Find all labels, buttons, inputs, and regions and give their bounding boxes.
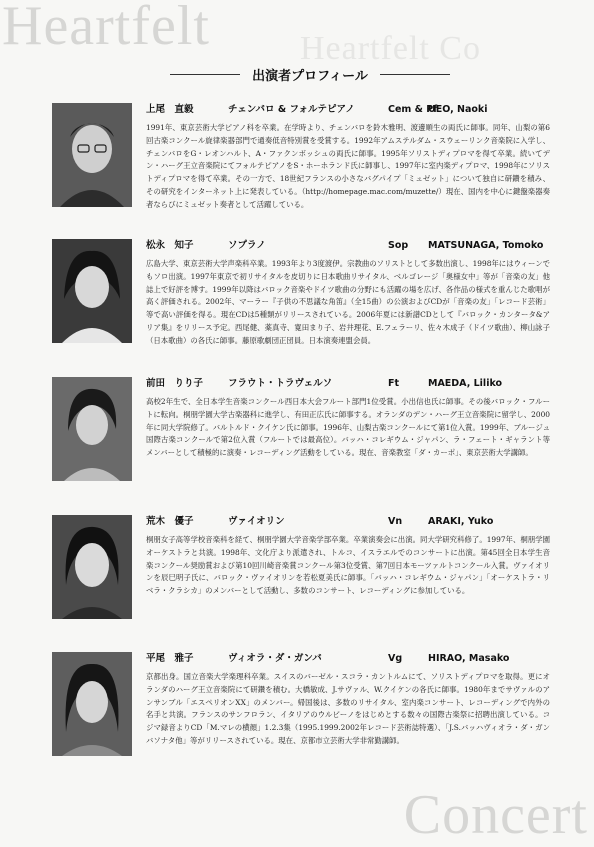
performer-name: 前田 りり子 [146, 378, 204, 389]
performer-name: 荒木 優子 [146, 516, 194, 527]
header-rule-right [380, 74, 450, 75]
performer-romaji: ARAKI, Yuko [428, 516, 494, 527]
performer-name: 平尾 雅子 [146, 653, 194, 664]
performer-instrument: ソプラノ [228, 240, 266, 251]
performer-bio: 1991年、東京芸術大学ピアノ科を卒業。在学時より、チェンバロを鈴木雅明、渡邊順生の両氏に師事。同年、山梨の第6回古楽コンクール旋律楽器部門で通奏低音特別賞を受賞する。1992年アムステルダム・スウェーリンク音楽院に入学し、チェンバロをG・レオンハルト、A・ファクンボッシュの両氏に師事。1995年ソリストディプロマを得て卒業。続いてデン・ハーグ王立音楽院にてフォルテピアノをS・ホーホランド氏に師事し、1997年に室内楽ディプロマ、1998年にソリストディプロマを得て卒業。その一方で、18世紀フランスの小さなバグパイプ「ミュゼット」について独自に研鑽を積み、その研究をインターネット上に発表している。（http://homepage.mac.com/muzette/）現在、国内を中心に鍵盤楽器奏者ならびにミュゼット奏者として活躍している。 [146, 123, 550, 209]
performer-photo [52, 103, 132, 207]
performer-photo [52, 515, 132, 619]
performer-instrument: ヴァイオリン [228, 516, 285, 527]
performer-instrument: ヴィオラ・ダ・ガンバ [228, 653, 322, 664]
performer-romaji: MAEDA, Liliko [428, 378, 503, 389]
header-rule-left [170, 74, 240, 75]
performer-bio: 広島大学、東京芸術大学声楽科卒業。1993年より3度渡伊。宗教曲のソリストとして多数出演し、1998年にはウィーンでもソロ出演。1997年東京で初リサイタルを皮切りに日本歌曲リサイタル、ベルゴレージ「奥様女中」等が「音楽の友」他誌上で好評を博す。1999年以降はバロック音楽やドイツ歌曲の分野にも活躍の場を広げ、各作品の様式を重んじた歌唱が高く評価される。2002年、マーラー『子供の不思議な角笛』（全15曲）の公演およびCDが「音楽の友」「レコード芸術」等で高い評価を得る。現在CDは5種類がリリースされている。2006年夏には新譜CDとして『バロック・カンタータ&アリア集』をリリース予定。西尾健、薬真寺、寛田まり子、岩井理花、E.フェラーリ、佐々木成子（ドイツ歌曲）、柳山詠子（日本歌曲）の各氏に師事。藤原歌劇団正団員。日本演奏連盟会員。 [146, 259, 550, 345]
watermark-ghost: Heartfelt Co [300, 30, 481, 67]
performer-photo [52, 652, 132, 756]
performer-ueo [52, 103, 552, 213]
performer-abbr: Vn [388, 516, 403, 527]
performer-abbr: Sop [388, 240, 409, 251]
performer-abbr: Cem & Pf [388, 104, 438, 115]
performer-romaji: UEO, Naoki [428, 104, 488, 115]
performer-abbr: Vg [388, 653, 403, 664]
performer-name: 上尾 直毅 [146, 104, 194, 115]
performer-romaji: HIRAO, Masako [428, 653, 510, 664]
performer-araki [52, 515, 552, 625]
performer-instrument: チェンバロ & フォルテピアノ [228, 104, 355, 115]
performer-matsunaga [52, 239, 552, 349]
performer-bio: 京都出身。国立音楽大学楽理科卒業。スイスのバーゼル・スコラ・カントルムにて、ソリストディプロマを取得。更にオランダのハーグ王立音楽院にて研鑽を積む。大橋敏成、J.サヴァル、W.クイケンの各氏に師事。1980年までサヴァルのアンサンブル「エスペリオンXX」のメンバー。帰国後は、多数のリサイタル、室内楽コンサート、レコーディングで内外の名手と共演。フランスのサンフロラン、イタリアのウルビーノをはじめとする数々の国際古楽祭に招聘出演している。コジマ録音よりCD「M.マレの横顔」1.2.3集（1995.1999.2002年レコード芸術誌特選）、「J.S.バッハヴィオラ・ダ・ガンバソナタ他」等がリリースされている。現在、京都市立芸術大学非常勤講師。 [146, 672, 550, 745]
performer-name: 松永 知子 [146, 240, 194, 251]
performer-hirao [52, 652, 552, 762]
performer-photo [52, 377, 132, 481]
watermark-top: Heartfelt [2, 0, 210, 57]
performer-photo [52, 239, 132, 343]
section-header [170, 66, 450, 82]
page-title: 出演者プロフィール [252, 68, 368, 84]
performer-bio: 高校2年生で、全日本学生音楽コンクール西日本大会フルート部門1位受賞。小出信也氏に師事。その後バロック・フルートに転向。桐朋学園大学古楽器科に進学し、有田正広氏に師事する。オランダのデン・ハーグ王立音楽院に留学し、2000年に同大学院修了。バルトルド・クイケン氏に師事。1996年、山梨古楽コンクールにて第1位入賞。1999年、ブルージュ国際古楽コンクールで第2位入賞（フルートでは最高位）。バッハ・コレギウム・ジャパン、ラ・フェート・ギャラント等メンバーとして積極的に演奏・レコーディング活動をしている。現在、音楽教室「ダ・カーポ」、東京芸術大学講師。 [146, 397, 550, 458]
watermark-bottom: Concert [403, 784, 588, 846]
performer-romaji: MATSUNAGA, Tomoko [428, 240, 544, 251]
performer-instrument: フラウト・トラヴェルソ [228, 378, 333, 389]
performer-abbr: Ft [388, 378, 400, 389]
performer-bio: 桐朋女子高等学校音楽科を経て、桐朋学園大学音楽学部卒業。卒業演奏会に出演。同大学研究科修了。1997年、桐朋学園オーケストラと共演。1998年、文化庁より派遣され、トルコ、イスラエルでのコンサートに出演。第45回全日本学生音楽コンクール奨励賞および第10回川崎音楽賞コンクール第3位受賞、第7回日本モーツァルトコンクール入賞。ヴァイオリンを辰巳明子氏に、バロック・ヴァイオリンを若松夏美氏に師事。「バッハ・コレギウム・ジャパン」「オーケストラ・リベラ・クラシカ」のメンバーとして活動し、多数のコンサート、レコーディングに参加している。 [146, 535, 550, 596]
performer-maeda [52, 377, 552, 487]
